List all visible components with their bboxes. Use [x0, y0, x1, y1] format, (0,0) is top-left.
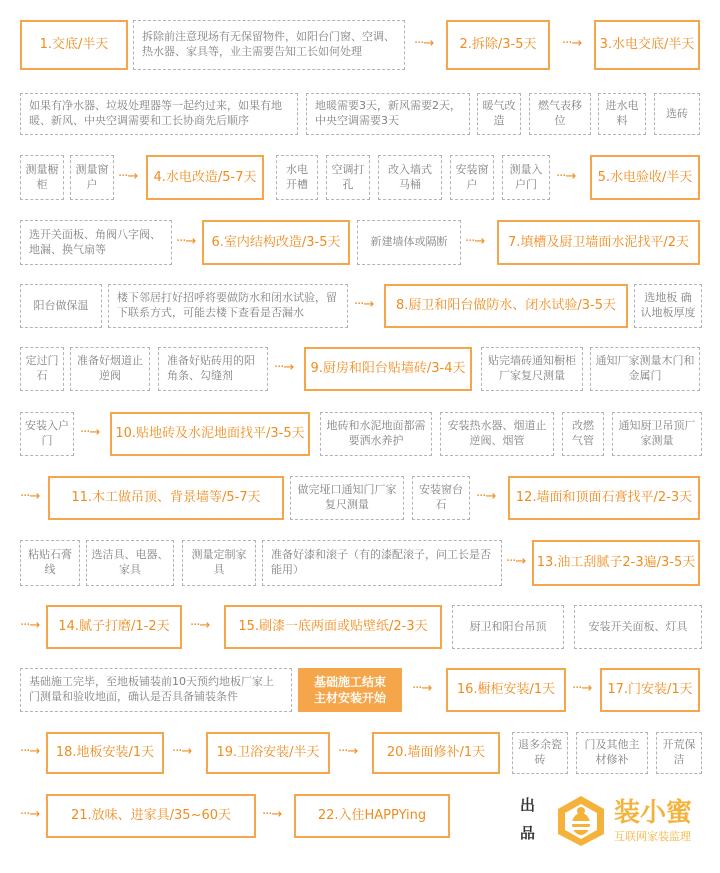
note-box: [656, 732, 702, 774]
note-box: [574, 605, 702, 649]
step-box: [202, 220, 350, 265]
note-box: [598, 93, 646, 135]
note-box: [357, 220, 461, 265]
box-label: 改入墙式马桶: [388, 162, 432, 191]
step-box: [446, 20, 550, 70]
flow-arrow-icon: ···→: [556, 168, 576, 184]
flow-arrow-icon: ···→: [172, 744, 192, 759]
box-label: 燃气表移位: [538, 99, 582, 127]
box-label: 21.放味、进家具/35~60天: [70, 808, 232, 824]
step-box: [508, 476, 700, 520]
note-box: [306, 93, 470, 135]
box-label: 12.墙面和顶面石膏找平/2-3天: [515, 490, 693, 506]
flow-arrow-icon: ···→: [190, 618, 210, 633]
note-box: [412, 476, 470, 520]
box-label: 15.刷漆一底两面或贴壁纸/2-3天: [238, 619, 428, 635]
box-label: 通知厨卫吊顶厂家测量: [618, 419, 696, 447]
flow-arrow-icon: ···→: [176, 233, 196, 249]
box-label: 安装入户门: [25, 419, 69, 447]
box-label: 阳台做保温: [33, 298, 89, 312]
flow-arrow-icon: ···→: [20, 618, 40, 633]
box-label: 14.腻子打磨/1-2天: [58, 619, 170, 635]
flow-arrow-icon: ···→: [262, 807, 282, 822]
box-label: 4.水电改造/5-7天: [153, 169, 257, 185]
step-box: [384, 284, 628, 328]
step-box: [46, 732, 164, 774]
box-label: 暖气改造: [482, 99, 516, 127]
note-box: [182, 540, 256, 586]
flow-arrow-icon: ···→: [476, 489, 496, 504]
box-label: 16.橱柜安装/1天: [456, 682, 556, 698]
note-box: [450, 155, 494, 200]
box-label: 7.填槽及厨卫墙面水泥找平/2天: [507, 234, 690, 250]
note-box: [108, 284, 348, 328]
note-box: [477, 93, 521, 135]
step-box: [206, 732, 330, 774]
box-label: 18.地板安装/1天: [55, 745, 155, 761]
box-label: 贴完墙砖通知橱柜厂家复尺测量: [488, 354, 576, 382]
box-label: 改燃气管: [572, 419, 594, 447]
note-box: [158, 347, 268, 391]
note-box: [634, 284, 702, 328]
note-box: [20, 347, 64, 391]
box-label: 准备好漆和滚子（有的漆配滚子，问工长是否能用）: [271, 548, 491, 576]
box-label: 选洁具、电器、家具: [91, 548, 169, 576]
box-label: 准备好贴砖用的阳角条、勾缝剂: [167, 354, 255, 382]
note-box: [20, 668, 292, 712]
note-box: [133, 20, 405, 70]
box-label: 测量定制家具: [191, 548, 247, 576]
flow-arrow-icon: ···→: [354, 297, 374, 312]
note-box: [529, 93, 591, 135]
box-label: 安装开关面板、灯具: [588, 619, 688, 633]
step-box: [110, 412, 310, 456]
step-box: [224, 605, 442, 649]
box-label: 2.拆除/3-5天: [459, 37, 537, 53]
box-label: 17.门安装/1天: [607, 682, 693, 698]
note-box: [576, 732, 648, 774]
flow-arrow-icon: ···→: [465, 233, 485, 249]
note-box: [20, 155, 64, 200]
box-label: 22.入住HAPPYing: [317, 808, 427, 824]
note-box: [70, 347, 150, 391]
box-label: 如果有净水器、垃圾处理器等一起约过来，如果有地暖、新风、中央空调需要和工长协商先后顺序: [29, 99, 282, 127]
note-box: [20, 284, 102, 328]
flow-arrow-icon: ···→: [414, 36, 434, 51]
box-label: 楼下邻居打好招呼将要做防水和闭水试验，留下联系方式，可能去楼下查看是否漏水: [117, 291, 337, 319]
box-label: 选开关面板、角阀八字阀、地漏、换气扇等: [29, 227, 161, 256]
box-label: 水电开槽: [286, 162, 308, 191]
flow-arrow-icon: ···→: [506, 554, 526, 569]
box-label: 9.厨房和阳台贴墙砖/3-4天: [310, 361, 466, 377]
box-label: 安装热水器、烟道止逆阀、烟管: [447, 419, 547, 447]
step-box: [46, 794, 256, 838]
made-by-char-1: 出: [520, 796, 536, 814]
box-label: 3.水电交底/半天: [599, 37, 695, 53]
box-label: 5.水电验收/半天: [597, 169, 693, 185]
brand-slogan: 互联网家装监理: [614, 830, 691, 843]
box-label: 拆除前注意现场有无保留物件，如阳台门窗、空调、热水器、家具等，业主需要告知工长如何处理: [142, 30, 395, 58]
note-box: [320, 412, 432, 456]
note-box: [262, 540, 502, 586]
step-box: [304, 347, 472, 391]
note-box: [20, 93, 298, 135]
flow-arrow-icon: ···→: [118, 168, 138, 184]
flow-arrow-icon: ···→: [20, 744, 40, 759]
step-box: [46, 605, 182, 649]
box-label: 测量橱柜: [25, 162, 59, 191]
box-label: 退多余瓷砖: [518, 738, 562, 766]
box-label: 进水电料: [605, 99, 639, 127]
note-box: [290, 476, 404, 520]
note-box: [654, 93, 700, 135]
step-box: [594, 20, 700, 70]
flow-arrow-icon: ···→: [412, 681, 432, 696]
step-box: [590, 155, 700, 200]
box-label: 做完垭口通知门厂家复尺测量: [297, 483, 397, 511]
note-box: [70, 155, 114, 200]
step-box: [48, 476, 284, 520]
box-label: 选地板 确认地板厚度: [640, 291, 696, 319]
box-label: 安装窗台石: [419, 483, 463, 511]
step-box: [497, 220, 700, 265]
box-label: 测量入户门: [509, 162, 543, 191]
flow-arrow-icon: ···→: [20, 489, 40, 504]
note-box: [440, 412, 554, 456]
box-label: 准备好烟道止逆阀: [77, 354, 143, 382]
note-box: [512, 732, 568, 774]
box-label: 厨卫和阳台吊顶: [469, 619, 547, 633]
box-label: 13.油工刮腻子2-3遍/3-5天: [536, 555, 696, 571]
bee-logo-icon: [554, 794, 608, 848]
flow-arrow-icon: ···→: [274, 360, 294, 375]
box-label: 选砖: [666, 106, 688, 120]
box-label: 基础施工结束 主材安装开始: [313, 674, 386, 705]
box-label: 基础施工完毕，至地板铺装前10天预约地板厂家上门测量和验收地面，确认是否具备铺装条件: [29, 675, 274, 703]
note-box: [20, 220, 172, 265]
step-box: [146, 155, 264, 200]
note-box: [562, 412, 604, 456]
note-box: [612, 412, 702, 456]
box-label: 19.卫浴安装/半天: [216, 745, 320, 761]
box-label: 测量窗户: [75, 162, 109, 191]
flow-arrow-icon: ···→: [20, 807, 40, 822]
step-box: [372, 732, 500, 774]
flow-arrow-icon: ···→: [562, 36, 582, 51]
box-label: 10.贴地砖及水泥地面找平/3-5天: [115, 426, 305, 442]
flow-arrow-icon: ···→: [80, 425, 100, 440]
step-box: [20, 20, 128, 70]
note-box: [326, 155, 370, 200]
step-box: [600, 668, 700, 712]
note-box: [276, 155, 318, 200]
note-box: [502, 155, 550, 200]
box-label: 地暖需要3天，新风需要2天，中央空调需要3天: [315, 99, 461, 127]
box-label: 新建墙体或隔断: [370, 235, 448, 249]
note-box: [20, 412, 74, 456]
note-box: [452, 605, 564, 649]
flow-arrow-icon: ···→: [338, 744, 358, 759]
box-label: 20.墙面修补/1天: [386, 745, 486, 761]
box-label: 粘贴石膏线: [28, 548, 72, 576]
box-label: 安装窗户: [455, 162, 489, 191]
box-label: 地砖和水泥地面都需要洒水养护: [326, 419, 426, 447]
box-label: 1.交底/半天: [39, 37, 109, 53]
note-box: [590, 347, 700, 391]
note-box: [20, 540, 80, 586]
box-label: 门及其他主材修补: [584, 738, 640, 766]
note-box: [86, 540, 174, 586]
step-box: [446, 668, 566, 712]
milestone-box: [298, 668, 402, 712]
box-label: 定过门石: [25, 354, 59, 382]
note-box: [378, 155, 442, 200]
brand-name: 装小蜜: [614, 798, 693, 828]
flow-arrow-icon: ···→: [572, 681, 592, 696]
box-label: 6.室内结构改造/3-5天: [211, 234, 341, 250]
box-label: 开荒保洁: [662, 738, 696, 766]
box-label: 11.木工做吊顶、背景墙等/5-7天: [71, 490, 261, 506]
box-label: 8.厨卫和阳台做防水、闭水试验/3-5天: [395, 298, 617, 314]
step-box: [294, 794, 450, 838]
step-box: [532, 540, 700, 586]
box-label: 空调打孔: [331, 162, 365, 191]
note-box: [481, 347, 583, 391]
made-by-char-2: 品: [520, 824, 536, 842]
box-label: 通知厂家测量木门和金属门: [595, 354, 695, 382]
